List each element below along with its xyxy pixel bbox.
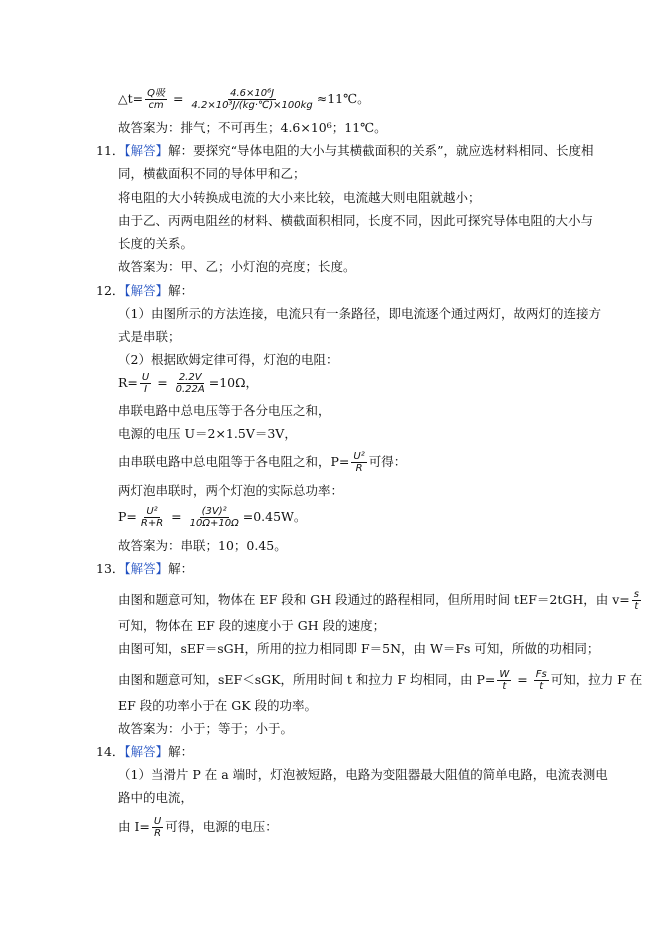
fraction: $\frac{\text{4.6×10⁶J}}{\text{4.2×10³J/(kg·℃)×100kg}}$ [191,88,313,111]
formula-delta-t: △t= $\frac{\text{Q吸}}{cm}$ = $\frac{\text{4.6×10⁶J}}{\text{4.2×10³J/(kg·℃)×100kg}}$ ≈11℃。 [118,88,370,111]
fraction: $\frac{U}{R}$ [153,816,162,839]
formula-current: 由 I= $\frac{U}{R}$ 可得，电源的电压： [118,816,278,839]
fraction: $\frac{U}{I}$ [141,372,150,395]
text-line: 由图和题意可知，物体在 EF 段和 GH 段通过的路程相同，但所用时间 tEF＝2tGH，由 v= $\frac{s}{t}$ [118,589,639,612]
text-line: 将电阻的大小转换成电流的大小来比较，电流越大则电阻就越小； [118,190,481,205]
question-14-header: 14．【解答】解： [96,744,194,759]
text-line: 由于乙、丙两电阻丝的材料、横截面积相同，长度不同，因此可探究导体电阻的大小与 [118,213,594,228]
formula-total-power: P= $\frac{\text{U²}}{R+R}$ = $\frac{\text{(3V)²}}{10\Omega+10\Omega}$ =0.45W。 [118,506,307,529]
fraction: $\frac{\text{(3V)²}}{10\Omega+10\Omega}$ [189,506,239,529]
text-line: 可知，物体在 EF 段的速度小于 GH 段的速度； [118,618,386,633]
answer-tag: 【解答】 [124,283,169,298]
text-line: 两灯泡串联时，两个灯泡的实际总功率： [118,483,344,498]
question-11-header: 11．【解答】解：要探究“导体电阻的大小与其横截面积的关系”，就应选材料相同、长度相 [96,143,594,158]
question-12-header: 12．【解答】解： [96,283,194,298]
formula-power: 由串联电路中总电阻等于各电阻之和，P= $\frac{\text{U²}}{R}$ 可得： [118,451,407,474]
answer-tag: 【解答】 [124,143,169,158]
text-line: 长度的关系。 [118,236,194,251]
formula-resistance: R= $\frac{U}{I}$ = $\frac{2.2V}{0.22A}$ =10Ω， [118,372,258,395]
fraction: $\frac{Fs}{t}$ [535,669,547,692]
answer-tag: 【解答】 [124,561,169,576]
answer-line: 故答案为：排气；不可再生；4.6×10⁶；11℃。 [118,120,387,135]
text-line: 由图可知，sEF＝sGH，所用的拉力相同即 F＝5N，由 W＝Fs 可知，所做的功相同； [118,641,600,656]
text-line: 由图和题意可知，sEF＜sGK，所用时间 t 和拉力 F 均相同，由 P= $\frac{W}{t}$ = $\frac{Fs}{t}$ 可知，拉力 F 在 [118,669,643,692]
answer-line: 故答案为：小于；等于；小于。 [118,721,294,736]
question-13-header: 13．【解答】解： [96,561,194,576]
fraction: $\frac{\text{U²}}{R}$ [353,451,365,474]
fraction: $\frac{W}{t}$ [499,669,510,692]
text-line: 同，横截面积不同的导体甲和乙； [118,166,306,181]
answer-line: 故答案为：甲、乙；小灯泡的亮度；长度。 [118,259,356,274]
text-line: （1）由图所示的方法连接，电流只有一条路径，即电流逐个通过两灯，故两灯的连接方 [118,306,601,321]
text-line: 电源的电压 U＝2×1.5V＝3V， [118,426,297,441]
text-line: 式是串联； [118,329,181,344]
answer-tag: 【解答】 [124,744,169,759]
text-line: （2）根据欧姆定律可得，灯泡的电阻： [118,352,339,367]
text-line: 路中的电流， [118,790,194,805]
text-line: （1）当滑片 P 在 a 端时，灯泡被短路，电路为变阻器最大阻值的简单电路，电流表测电 [118,767,608,782]
fraction: $\frac{2.2V}{0.22A}$ [175,372,205,395]
fraction: $\frac{\text{U²}}{R+R}$ [140,506,164,529]
fraction: $\frac{s}{t}$ [633,589,639,612]
answer-line: 故答案为：串联；10；0.45。 [118,538,287,553]
text-line: 串联电路中总电压等于各分电压之和， [118,403,331,418]
text-line: EF 段的功率小于在 GK 段的功率。 [118,698,318,713]
fraction: $\frac{\text{Q吸}}{cm}$ [147,88,165,111]
